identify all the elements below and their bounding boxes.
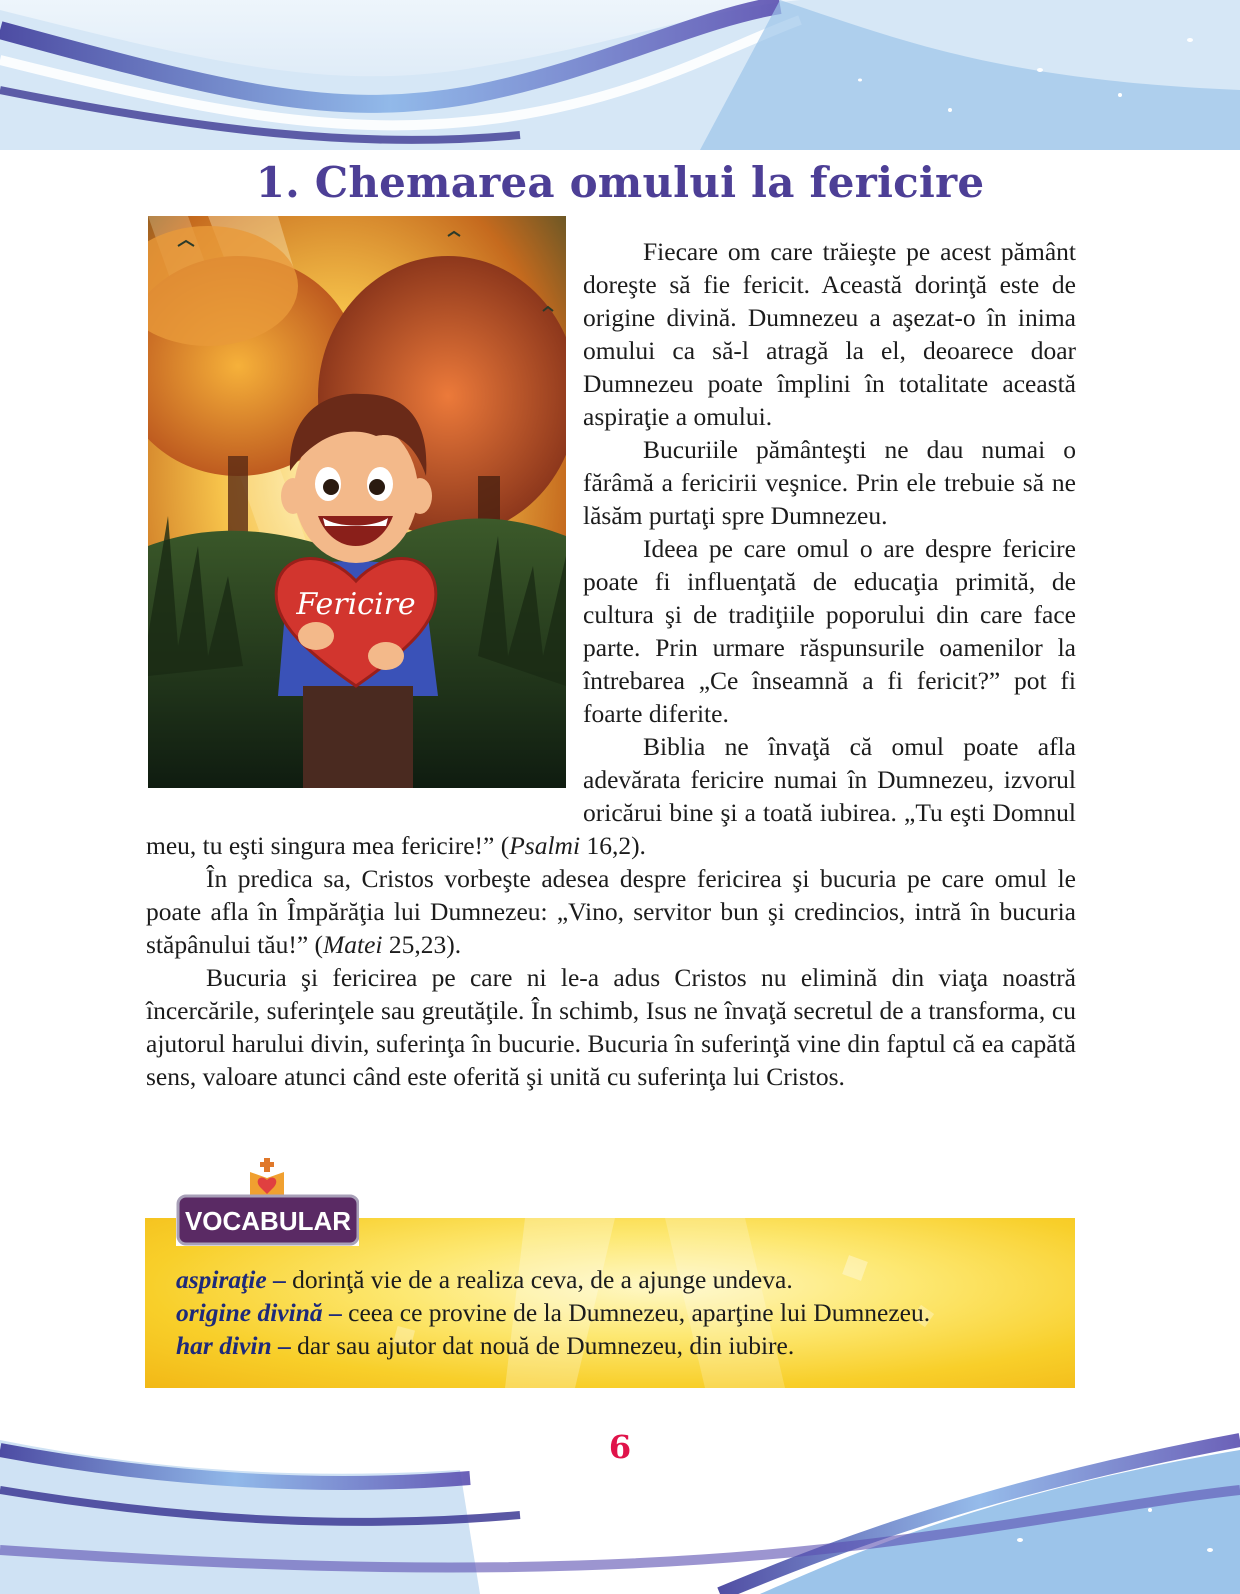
paragraph: Ideea pe care omul o are despre fericire poate fi influenţată de educaţia primită, de cultura şi de tradiţiile poporului din care face parte. Prin urmare răspunsurile oamenilor la întrebarea „Ce înseamnă a fi fericit?” pot fi foarte diferite. — [583, 534, 1076, 728]
vocabulary-badge — [176, 1158, 359, 1246]
page-number: 6 — [608, 1428, 632, 1466]
vocabulary-dash: – — [266, 1265, 293, 1294]
vocabulary-label: VOCABULAR — [184, 1206, 352, 1236]
paragraph-text: Biblia ne învaţă că omul poate afla adevărata fericire numai în Dumnezeu, izvorul oricărui bine şi a toată iubirea. „Tu eşti Domnul meu, tu eşti singura mea fericire!” ( — [146, 732, 1076, 860]
paragraph: Fiecare om care trăieşte pe acest pământ doreşte să fie fericit. Această dorinţă este de origine divină. Dumnezeu a aşezat-o în inima omului ca să-l atragă la el, deoarece doar Dumnezeu poate împlini în totalitate această aspiraţie a omului. — [583, 237, 1076, 431]
vocabulary-dash: – — [322, 1298, 349, 1327]
vocabulary-dash: – — [271, 1331, 298, 1360]
vocabulary-definition: ceea ce provine de la Dumnezeu, aparţine lui Dumnezeu. — [348, 1298, 931, 1327]
bible-reference-book: Matei — [323, 930, 383, 959]
vocabulary-list — [176, 1263, 1056, 1362]
bible-reference-book: Psalmi — [509, 831, 581, 860]
bible-reference-verse: 16,2). — [580, 831, 646, 860]
vocabulary-entry — [176, 1329, 1056, 1362]
page-title: 1. Chemarea omului la fericire — [255, 158, 985, 207]
vocabulary-term: aspiraţie — [176, 1265, 267, 1294]
header-wave-decoration — [0, 0, 1240, 150]
vocabulary-term: har divin — [176, 1331, 272, 1360]
vocabulary-definition: dar sau ajutor dat nouă de Dumnezeu, din iubire. — [297, 1331, 795, 1360]
vocabulary-term: origine divină — [176, 1298, 323, 1327]
bible-reference-verse: 25,23). — [382, 930, 462, 959]
paragraph-text: În predica sa, Cristos vorbeşte adesea despre fericirea şi bucuria pe care omul le poate afla în Împărăţia lui Dumnezeu: „Vino, servitor bun şi credincios, intră în bucuria stăpânului tău!” ( — [146, 864, 1076, 959]
paragraph — [146, 862, 1076, 961]
paragraph: Bucuria şi fericirea pe care ni le-a adus Cristos nu elimină din viaţa noastră încercările, suferinţele sau greutăţile. În schimb, Isus ne învaţă secretul de a transforma, cu ajutorul harului divin, suferinţa în bucurie. Bucuria în suferinţă vine din faptul că ea capătă sens, valoare atunci când este oferită şi unită cu suferinţa lui Cristos. — [146, 963, 1076, 1091]
heart-text: Fericire — [296, 587, 416, 622]
vocabulary-entry — [176, 1296, 1056, 1329]
main-text — [146, 235, 1076, 1093]
vocabulary-definition: dorinţă vie de a realiza ceva, de a ajunge undeva. — [292, 1265, 793, 1294]
paragraph: Bucuriile pământeşti ne dau numai o fărâmă a fericirii veşnice. Prin ele trebuie să ne lăsăm purtaţi spre Dumnezeu. — [583, 435, 1076, 530]
vocabulary-entry — [176, 1263, 1056, 1296]
illustration-space — [146, 235, 583, 798]
